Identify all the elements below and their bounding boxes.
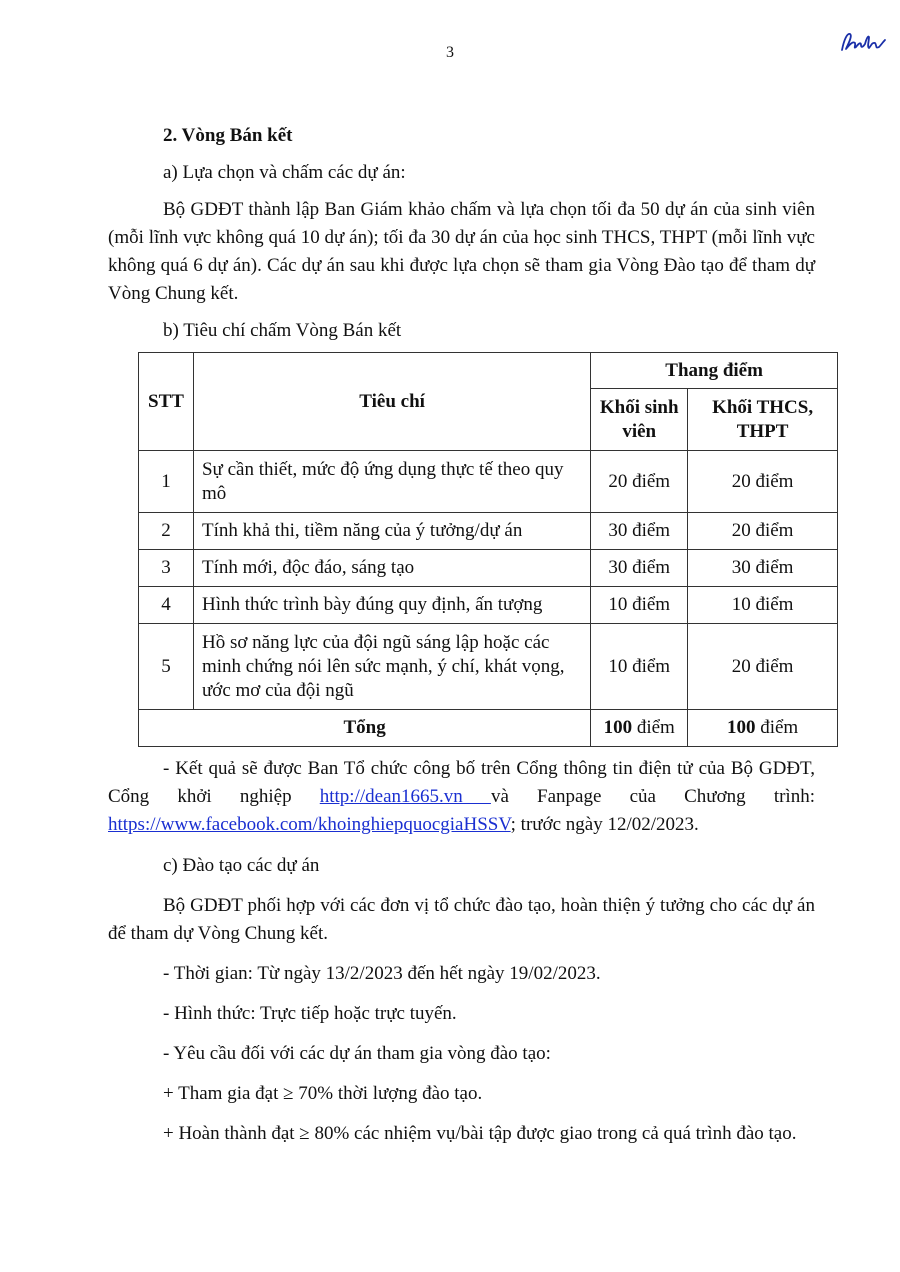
section-title: 2. Vòng Bán kết — [163, 125, 293, 146]
row-students-score: 10 điểm — [591, 624, 688, 710]
total-highschool-unit: điểm — [760, 717, 799, 738]
total-highschool-value: 100 — [726, 717, 756, 738]
training-time: - Thời gian: Từ ngày 13/2/2023 đến hết ngày 19/02/2023. — [163, 963, 601, 984]
requirement-2: + Hoàn thành đạt ≥ 80% các nhiệm vụ/bài tập được giao trong cả quá trình đào tạo. — [163, 1123, 797, 1144]
row-criteria: Hình thức trình bày đúng quy định, ấn tượng — [193, 587, 590, 624]
document-body — [108, 122, 815, 1148]
table-row — [139, 513, 838, 550]
row-stt: 3 — [139, 550, 194, 587]
total-students-value: 100 — [603, 717, 633, 738]
row-criteria: Sự cần thiết, mức độ ứng dụng thực tế theo quy mô — [193, 451, 590, 513]
results-text-3: ; trước ngày 12/02/2023. — [510, 814, 699, 835]
table-row — [139, 550, 838, 587]
dean1665-link[interactable]: http://dean1665.vn — [319, 786, 491, 807]
total-label: Tổng — [139, 710, 591, 747]
total-row — [139, 710, 838, 747]
facebook-link[interactable]: https://www.facebook.com/khoinghiepquocgiaHSSV — [108, 814, 511, 835]
total-highschool — [688, 710, 838, 747]
header-criteria: Tiêu chí — [193, 353, 590, 451]
header-students: Khối sinh viên — [591, 389, 688, 451]
results-paragraph — [108, 755, 815, 839]
handwritten-signature — [838, 28, 888, 56]
total-students — [591, 710, 688, 747]
training-requirements: - Yêu cầu đối với các dự án tham gia vòng đào tạo: — [163, 1043, 551, 1064]
row-students-score: 30 điểm — [591, 550, 688, 587]
results-text-2: và Fanpage của Chương trình: — [490, 786, 815, 807]
row-students-score: 10 điểm — [591, 587, 688, 624]
subsection-a: a) Lựa chọn và chấm các dự án: — [163, 162, 406, 183]
table-row — [139, 624, 838, 710]
row-students-score: 30 điểm — [591, 513, 688, 550]
criteria-table — [138, 352, 838, 747]
row-stt: 4 — [139, 587, 194, 624]
row-stt: 1 — [139, 451, 194, 513]
header-scale: Thang điểm — [591, 353, 838, 389]
row-criteria: Tính khả thi, tiềm năng của ý tưởng/dự án — [193, 513, 590, 550]
total-students-unit: điểm — [636, 717, 675, 738]
table-row — [139, 587, 838, 624]
row-criteria: Tính mới, độc đáo, sáng tạo — [193, 550, 590, 587]
requirement-1: + Tham gia đạt ≥ 70% thời lượng đào tạo. — [163, 1083, 483, 1104]
row-highschool-score: 10 điểm — [688, 587, 838, 624]
training-paragraph: Bộ GDĐT phối hợp với các đơn vị tổ chức đào tạo, hoàn thiện ý tưởng cho các dự án để tham dự Vòng Chung kết. — [108, 895, 815, 944]
table-row — [139, 451, 838, 513]
row-students-score: 20 điểm — [591, 451, 688, 513]
paragraph-a: Bộ GDĐT thành lập Ban Giám khảo chấm và lựa chọn tối đa 50 dự án của sinh viên (mỗi lĩnh vực không quá 10 dự án); tối đa 30 dự án của học sinh THCS, THPT (mỗi lĩnh vực không quá 6 dự án). Các dự án sau khi được lựa chọn sẽ tham gia Vòng Đào tạo để tham dự Vòng Chung kết. — [108, 199, 815, 304]
header-highschool: Khối THCS, THPT — [688, 389, 838, 451]
row-highschool-score: 20 điểm — [688, 624, 838, 710]
results-text-1: - Kết quả sẽ được Ban Tổ chức công bố trên Cổng thông tin điện tử của Bộ GDĐT, Cổng khởi nghiệp — [108, 758, 815, 807]
subsection-c: c) Đào tạo các dự án — [163, 855, 320, 876]
training-format: - Hình thức: Trực tiếp hoặc trực tuyến. — [163, 1003, 457, 1024]
row-stt: 5 — [139, 624, 194, 710]
subsection-b: b) Tiêu chí chấm Vòng Bán kết — [163, 320, 402, 341]
row-highschool-score: 20 điểm — [688, 513, 838, 550]
row-highschool-score: 30 điểm — [688, 550, 838, 587]
header-stt: STT — [139, 353, 194, 451]
row-highschool-score: 20 điểm — [688, 451, 838, 513]
page-number: 3 — [446, 44, 454, 61]
row-criteria: Hồ sơ năng lực của đội ngũ sáng lập hoặc các minh chứng nói lên sức mạnh, ý chí, khát vọng, ước mơ của đội ngũ — [193, 624, 590, 710]
row-stt: 2 — [139, 513, 194, 550]
